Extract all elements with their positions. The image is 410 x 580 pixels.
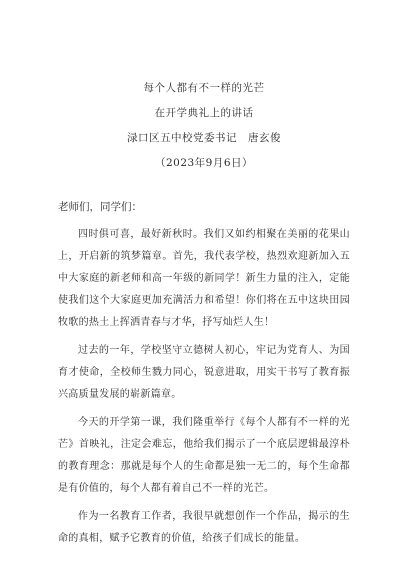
date-line: （2023年9月6日） [154, 157, 254, 169]
greeting: 老师们，同学们： [58, 201, 142, 213]
document-header [58, 76, 350, 176]
document-subtitle: 在开学典礼上的讲话 [154, 107, 254, 119]
paragraph-1: 四时俱可喜，最好新秋时。我们又如约相聚在美丽的花果山上，开启新的筑梦篇章。首先，我代表学校，热烈欢迎新加入五中大家庭的新老师和高一年级的新同学！新生力量的注入，定能使我们这个大家庭更加充满活力和希望！你们将在五中这块田园牧歌的热土上挥洒青春与才华，抒写灿烂人生！ [58, 229, 350, 328]
paragraph-2: 过去的一年，学校坚守立德树人初心，牢记为党育人、为国育才使命，全校师生戮力同心，锐意进取，用实干书写了教育振兴高质量发展的崭新篇章。 [58, 345, 350, 400]
paragraph-3: 今天的开学第一课，我们隆重举行《每个人都有不一样的光芒》首映礼，注定会难忘，他给我们揭示了一个底层逻辑最淳朴的教育理念：那就是每个人的生命都是独一无二的，每个生命都是有价值的，每个人都有着自己不一样的光芒。 [58, 417, 350, 494]
document-title: 每个人都有不一样的光芒 [143, 82, 265, 94]
author-line: 渌口区五中校党委书记 唐玄俊 [127, 132, 281, 144]
paragraph-4: 作为一名教育工作者，我很早就想创作一个作品，揭示的生命的真相，赋予它教育的价值，给孩子们成长的能量。 [58, 511, 350, 544]
